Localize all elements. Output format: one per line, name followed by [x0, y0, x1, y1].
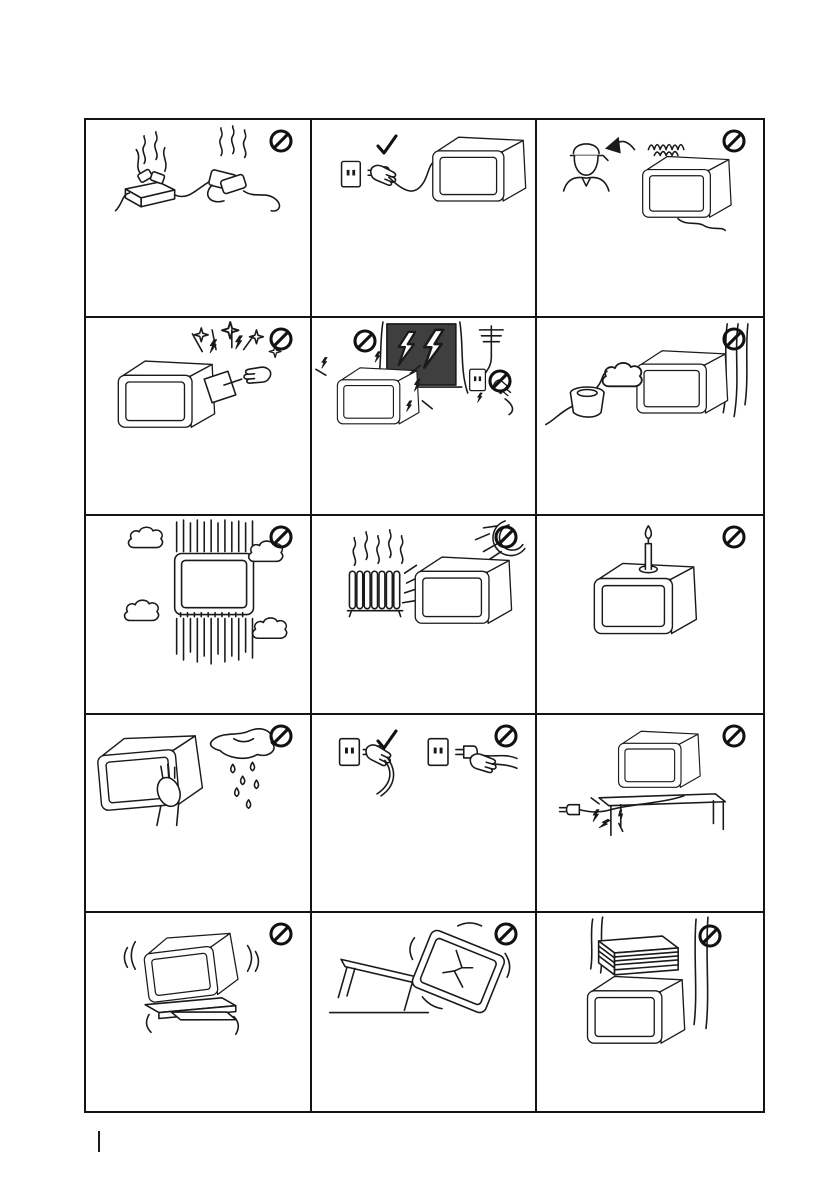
cell-objects-on-top	[537, 913, 763, 1111]
illustration-unplug-by-plug	[312, 120, 536, 316]
cell-unstable-base	[86, 913, 312, 1111]
cell-wet-cloth-cleaning	[86, 715, 312, 913]
page-number-rule	[98, 1131, 100, 1152]
cell-falling-from-table	[312, 913, 538, 1111]
cell-damaged-tv-to-service	[537, 120, 763, 318]
cell-pinched-power-cord	[537, 715, 763, 913]
illustration-wet-cloth-cleaning	[86, 715, 310, 911]
cell-open-back-cover	[86, 318, 312, 516]
illustration-damaged-tv-to-service	[537, 120, 763, 316]
cell-blocked-ventilation-niche	[86, 516, 312, 714]
safety-illustration-grid	[84, 118, 765, 1113]
illustration-blocked-ventilation-niche	[86, 516, 310, 712]
illustration-heater-and-sunlight	[312, 516, 536, 712]
illustration-falling-from-table	[312, 913, 536, 1111]
cell-heater-and-sunlight	[312, 516, 538, 714]
illustration-lightning-storm	[312, 318, 536, 514]
illustration-unstable-base	[86, 913, 310, 1111]
cell-unplug-by-plug	[312, 120, 538, 318]
illustration-open-back-cover	[86, 318, 310, 514]
cell-overloaded-outlets	[86, 120, 312, 318]
illustration-candle-on-tv	[537, 516, 763, 712]
illustration-steam-humidifier	[537, 318, 763, 514]
cell-steam-humidifier	[537, 318, 763, 516]
cell-lightning-storm	[312, 318, 538, 516]
illustration-objects-on-top	[537, 913, 763, 1111]
cell-candle-on-tv	[537, 516, 763, 714]
cell-pull-plug-not-cord	[312, 715, 538, 913]
illustration-pull-plug-not-cord	[312, 715, 536, 911]
illustration-overloaded-outlets	[86, 120, 310, 316]
illustration-pinched-power-cord	[537, 715, 763, 911]
